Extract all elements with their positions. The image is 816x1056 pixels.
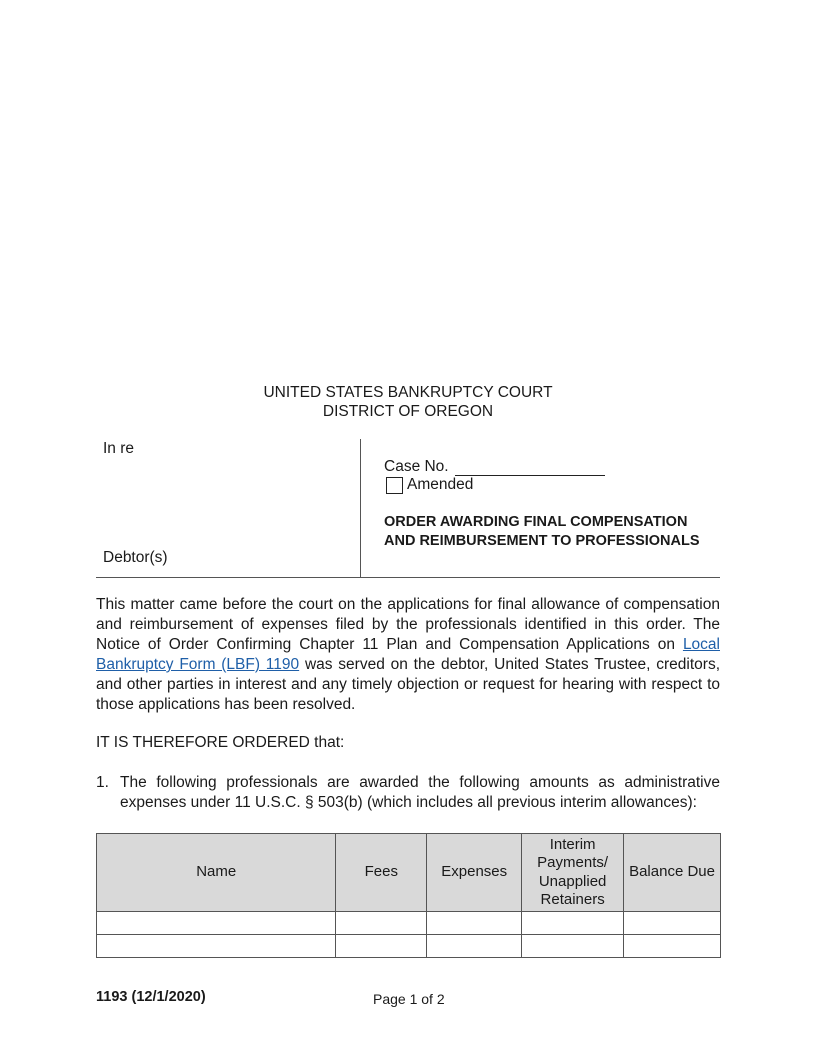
table-row <box>97 935 721 958</box>
amended-option[interactable] <box>386 476 473 494</box>
table-cell[interactable] <box>97 912 336 935</box>
amended-label: Amended <box>407 476 474 493</box>
item-number: 1. <box>96 774 109 791</box>
court-name: UNITED STATES BANKRUPTCY COURT <box>263 384 553 401</box>
table-cell[interactable] <box>624 935 721 958</box>
item-text: The following professionals are awarded the following amounts as administrative expenses under 11 U.S.C. § 503(b) (which includes all previous interim allowances): <box>120 774 720 811</box>
table-cell[interactable] <box>522 912 624 935</box>
table-cell[interactable] <box>427 935 522 958</box>
form-id: 1193 (12/1/2020) <box>96 989 206 1005</box>
column-header-interim-payments: Interim Payments/ Unapplied Retainers <box>522 834 624 912</box>
case-number-input[interactable] <box>455 460 605 476</box>
intro-text-before: This matter came before the court on the applications for final allowance of compensation and reimbursement of expenses filed by the professionals identified in this order. The Notice of Order Confirming Chapter 11 Plan and Compensation Applications on <box>96 596 720 653</box>
table-cell[interactable] <box>427 912 522 935</box>
table-cell[interactable] <box>97 935 336 958</box>
case-number-label: Case No. <box>384 458 449 475</box>
table-cell[interactable] <box>336 912 427 935</box>
column-header-balance-due: Balance Due <box>624 834 721 912</box>
professionals-table <box>96 833 721 958</box>
table-cell[interactable] <box>624 912 721 935</box>
column-header-fees: Fees <box>336 834 427 912</box>
order-title: ORDER AWARDING FINAL COMPENSATION AND REIMBURSEMENT TO PROFESSIONALS <box>384 514 700 549</box>
table-cell[interactable] <box>336 935 427 958</box>
amended-checkbox[interactable] <box>386 477 403 494</box>
court-heading <box>0 383 816 421</box>
case-caption <box>96 439 720 578</box>
table-cell[interactable] <box>522 935 624 958</box>
page-number: Page 1 of 2 <box>373 991 445 1007</box>
order-item-1 <box>96 773 720 813</box>
court-district: DISTRICT OF OREGON <box>322 403 494 420</box>
caption-divider <box>360 439 361 577</box>
intro-text-after: was served on the debtor, United States Trustee, creditors, and other parties in interest and any timely objection or request for hearing with respect to those applications has been resolved. <box>96 656 720 713</box>
debtor-label: Debtor(s) <box>103 549 168 566</box>
case-number-field <box>384 458 605 476</box>
in-re-label: In re <box>103 440 135 457</box>
column-header-expenses: Expenses <box>427 834 522 912</box>
ordered-heading: IT IS THEREFORE ORDERED that: <box>96 734 345 751</box>
lbf-1190-link[interactable]: Local Bankruptcy Form (LBF) 1190 <box>96 636 720 673</box>
intro-paragraph <box>96 595 720 715</box>
table-header-row <box>97 834 721 912</box>
table-row <box>97 912 721 935</box>
column-header-name: Name <box>97 834 336 912</box>
